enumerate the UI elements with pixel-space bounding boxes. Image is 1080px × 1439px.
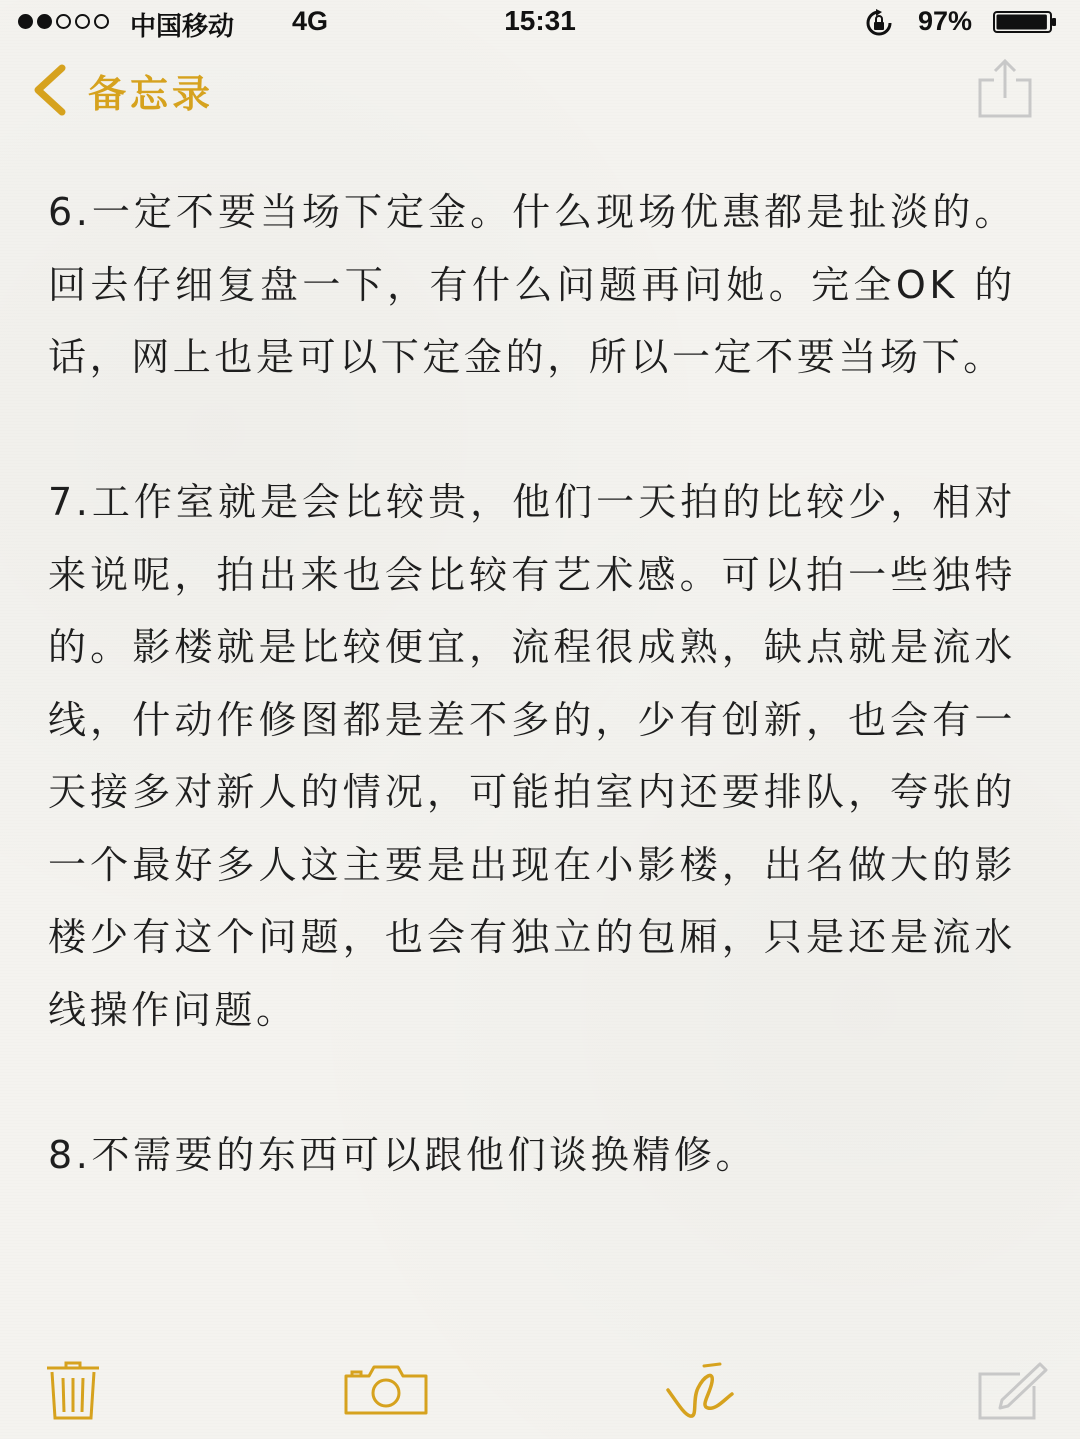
share-icon[interactable] <box>972 56 1038 120</box>
note-body[interactable] <box>48 176 1016 1191</box>
note-paragraph: 7.工作室就是会比较贵，他们一天拍的比较少，相对来说呢，拍出来也会比较有艺术感。可以拍一些独特的。影楼就是比较便宜，流程很成熟，缺点就是流水线，什动作修图都是差不多的，少有创新，也会有一天接多对新人的情况，可能拍室内还要排队，夸张的一个最好多人这主要是出现在小影楼，出名做大的影楼少有这个问题，也会有独立的包厢，只是还是流水线操作问题。 <box>48 480 1016 1032</box>
status-time: 15:31 <box>504 5 576 36</box>
battery-icon <box>993 11 1057 33</box>
status-bar <box>0 0 1080 46</box>
camera-icon[interactable] <box>343 1364 429 1416</box>
rotation-lock-icon <box>864 9 894 37</box>
network-type: 4G <box>292 6 329 36</box>
compose-icon[interactable] <box>976 1360 1048 1420</box>
carrier-name: 中国移动 <box>130 12 235 42</box>
chevron-left-icon <box>28 62 72 118</box>
battery-percent: 97% <box>918 6 973 36</box>
note-paragraph: 8.不需要的东西可以跟他们谈换精修。 <box>48 1132 758 1177</box>
back-to-notes-button[interactable] <box>28 62 214 118</box>
note-paragraph: 6.一定不要当场下定金。什么现场优惠都是扯淡的。回去仔细复盘一下，有什么问题再问她。完全OK 的话，网上也是可以下定金的，所以一定不要当场下。 <box>48 190 1016 379</box>
sketch-icon[interactable] <box>664 1360 736 1422</box>
back-button-label: 备忘录 <box>88 71 215 116</box>
trash-icon[interactable] <box>44 1360 102 1422</box>
